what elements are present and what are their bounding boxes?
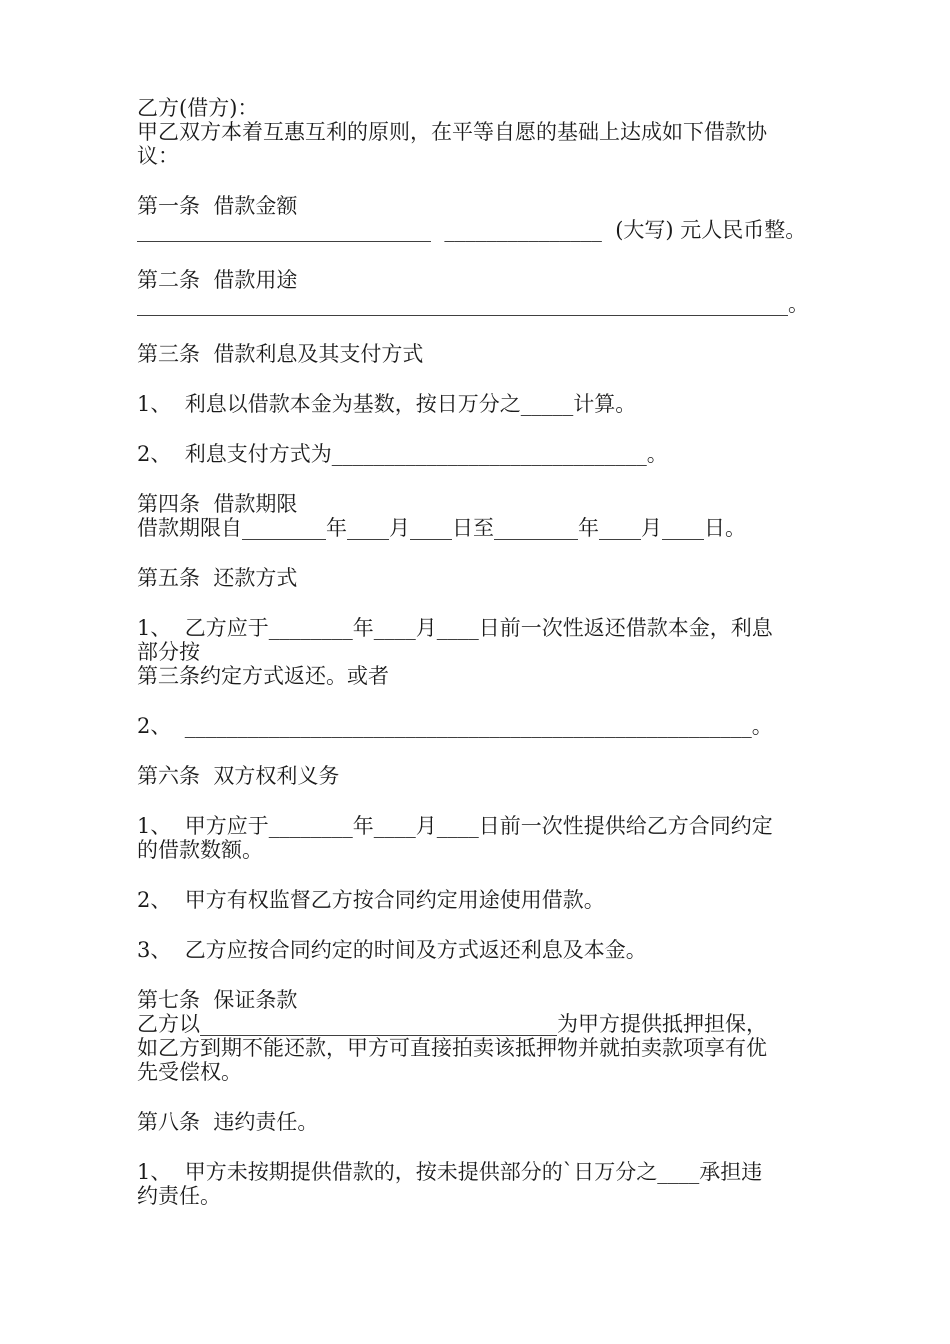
article-3-item-2: 2、 利息支付方式为______________________________。 bbox=[137, 442, 668, 466]
article-2-body: ______________________________________________________________。 bbox=[137, 292, 809, 316]
article-6-item-1-line-2: 的借款数额。 bbox=[137, 838, 263, 862]
article-4-body: 借款期限自________年____月____日至________年____月____日。 bbox=[137, 516, 746, 540]
article-3-title: 第三条 借款利息及其支付方式 bbox=[137, 342, 424, 366]
article-2-title: 第二条 借款用途 bbox=[137, 268, 298, 292]
article-1-body: ____________________________ _______________ (大写) 元人民币整。 bbox=[137, 218, 807, 242]
article-5-item-1-line-1: 1、 乙方应于________年____月____日前一次性返还借款本金，利息 bbox=[137, 616, 773, 640]
article-5-title: 第五条 还款方式 bbox=[137, 566, 298, 590]
article-6-item-3: 3、 乙方应按合同约定的时间及方式返还利息及本金。 bbox=[137, 938, 647, 962]
article-7-body-line-3: 先受偿权。 bbox=[137, 1060, 242, 1084]
article-8-item-1-line-2: 约责任。 bbox=[137, 1184, 221, 1208]
party-b-line: 乙方(借方)： bbox=[137, 96, 259, 120]
article-8-title: 第八条 违约责任。 bbox=[137, 1110, 319, 1134]
article-5-item-1-line-2: 部分按 bbox=[137, 640, 200, 664]
article-5-item-2: 2、 ______________________________________________________。 bbox=[137, 714, 773, 738]
article-7-title: 第七条 保证条款 bbox=[137, 988, 298, 1012]
article-7-body-line-1: 乙方以__________________________________为甲方提供抵押担保， bbox=[137, 1012, 767, 1036]
article-7-body-line-2: 如乙方到期不能还款，甲方可直接拍卖该抵押物并就拍卖款项享有优 bbox=[137, 1036, 767, 1060]
article-6-item-1-line-1: 1、 甲方应于________年____月____日前一次性提供给乙方合同约定 bbox=[137, 814, 773, 838]
article-5-item-1-line-3: 第三条约定方式返还。或者 bbox=[137, 664, 389, 688]
preamble-line-2: 议： bbox=[137, 144, 179, 168]
preamble-line-1: 甲乙双方本着互惠互利的原则，在平等自愿的基础上达成如下借款协 bbox=[137, 120, 767, 144]
article-8-item-1-line-1: 1、 甲方未按期提供借款的，按未提供部分的`日万分之____承担违 bbox=[137, 1160, 763, 1184]
article-6-item-2: 2、 甲方有权监督乙方按合同约定用途使用借款。 bbox=[137, 888, 605, 912]
contract-page bbox=[137, 96, 827, 1208]
article-1-title: 第一条 借款金额 bbox=[137, 194, 298, 218]
article-3-item-1: 1、 利息以借款本金为基数，按日万分之_____计算。 bbox=[137, 392, 637, 416]
article-6-title: 第六条 双方权利义务 bbox=[137, 764, 340, 788]
article-4-title: 第四条 借款期限 bbox=[137, 492, 298, 516]
